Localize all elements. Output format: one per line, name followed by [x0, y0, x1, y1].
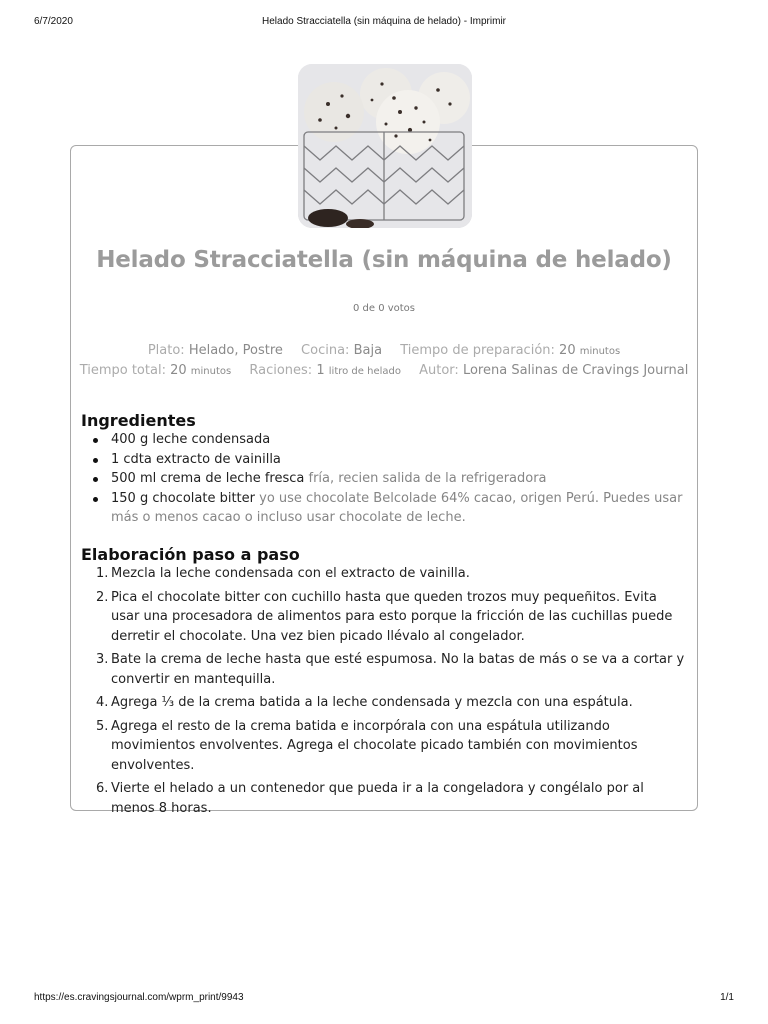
ingredient-item: 400 g leche condensada — [79, 430, 689, 450]
bullet-icon — [93, 477, 98, 482]
recipe-meta-row-2 — [70, 363, 698, 378]
ingredients-list — [79, 430, 689, 528]
instructions-heading: Elaboración paso a paso — [81, 545, 300, 564]
print-date: 6/7/2020 — [34, 16, 73, 27]
print-page-title: Helado Stracciatella (sin máquina de helado) - Imprimir — [262, 16, 506, 27]
recipe-meta-row-1 — [70, 343, 698, 358]
meta-author: Autor: Lorena Salinas de Cravings Journal — [419, 363, 689, 378]
instruction-step: 4. Agrega ⅓ de la crema batida a la leche condensada y mezcla con una espátula. — [96, 695, 633, 710]
bullet-icon — [93, 497, 98, 502]
ingredient-item: 1 cdta extracto de vainilla — [79, 450, 689, 470]
meta-servings: Raciones: 1 litro de helado — [249, 363, 401, 378]
recipe-title: Helado Stracciatella (sin máquina de helado) — [96, 247, 672, 273]
print-footer — [34, 992, 734, 1006]
instruction-step: 1. Mezcla la leche condensada con el extracto de vainilla. — [96, 566, 470, 581]
instruction-step: 5. Agrega el resto de la crema batida e incorpórala con una espátula utilizando movimientos envolventes. Agrega el chocolate picado también con movimientos envolventes. — [96, 718, 638, 773]
ingredient-item: 500 ml crema de leche fresca fría, recien salida de la refrigeradora — [79, 469, 689, 489]
ingredients-heading: Ingredientes — [81, 411, 196, 430]
meta-prep-time: Tiempo de preparación: 20 minutos — [400, 343, 621, 358]
print-url: https://es.cravingsjournal.com/wprm_print/9943 — [34, 992, 244, 1003]
ingredient-note: fría, recien salida de la refrigeradora — [308, 471, 547, 486]
instruction-step: 2. Pica el chocolate bitter con cuchillo hasta que queden trozos muy pequeñitos. Evita usar una procesadora de alimentos para esto porque la fricción de las cuchillas puede derretir el chocolate. Una vez bien picado llévalo al congelador. — [96, 589, 673, 644]
ingredient-item: 150 g chocolate bitter yo use chocolate Belcolade 64% cacao, origen Perú. Puedes usar más o menos cacao o incluso usar chocolate de leche. — [79, 489, 689, 528]
bullet-icon — [93, 458, 98, 463]
print-header — [34, 16, 734, 32]
ingredient-note: yo use chocolate Belcolade 64% cacao, origen Perú. Puedes usar más o menos cacao o incluso usar chocolate de leche. — [111, 490, 683, 525]
page-number: 1/1 — [720, 992, 734, 1003]
rating-votes: 0 de 0 votos — [352, 303, 416, 314]
instructions-list — [79, 564, 689, 822]
meta-plato: Plato: Helado, Postre — [147, 343, 283, 358]
instruction-step: 3. Bate la crema de leche hasta que esté espumosa. No la batas de más o se va a cortar y convertir en mantequilla. — [96, 652, 685, 687]
bullet-icon — [93, 438, 98, 443]
instruction-step: 6. Vierte el helado a un contenedor que pueda ir a la congeladora y congélalo por al menos 8 horas. — [96, 781, 644, 816]
meta-total-time: Tiempo total: 20 minutos — [79, 363, 232, 378]
recipe-photo — [298, 64, 472, 228]
meta-cocina: Cocina: Baja — [301, 343, 383, 358]
